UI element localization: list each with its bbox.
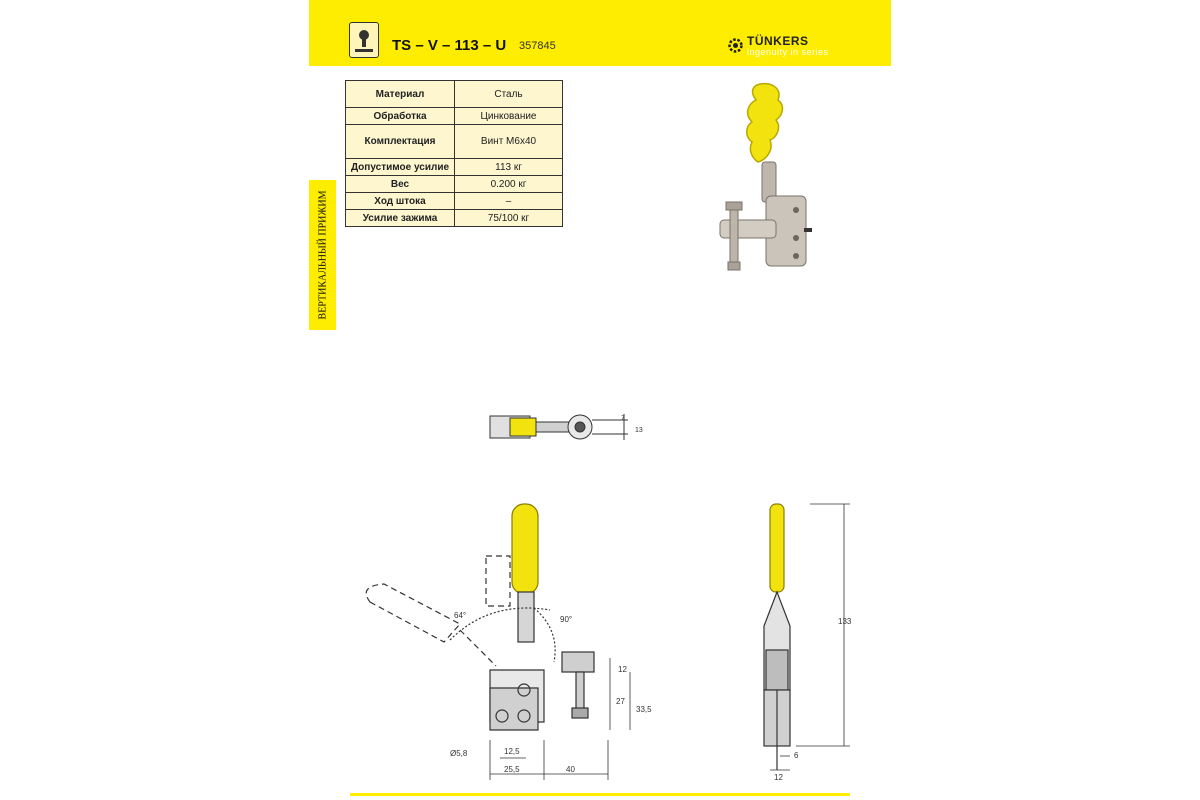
product-photo <box>700 78 820 278</box>
hole-diameter-label: Ø5,8 <box>450 749 468 758</box>
spec-key: Материал <box>346 81 455 108</box>
spec-key: Ход штока <box>346 193 455 210</box>
dimension-label: 33,5 <box>636 705 652 714</box>
angle-label: 64° <box>454 611 467 620</box>
table-row <box>346 81 563 108</box>
product-title: TS – V – 113 – U <box>392 37 507 54</box>
spec-value: 75/100 кг <box>455 210 563 227</box>
category-side-tab <box>309 180 336 330</box>
dimension-label: 12,5 <box>504 747 520 756</box>
angle-label: 90° <box>560 615 573 624</box>
spec-value: 113 кг <box>455 159 563 176</box>
drawing-front-view <box>340 490 670 790</box>
spec-value: Цинкование <box>455 108 563 125</box>
drawing-top-view <box>480 402 660 458</box>
category-label: ВЕРТИКАЛЬНЫЙ ПРИЖИМ <box>317 190 328 320</box>
company-logo-icon <box>349 22 379 58</box>
spec-key: Комплектация <box>346 125 455 159</box>
spec-key: Вес <box>346 176 455 193</box>
table-row <box>346 193 563 210</box>
table-row <box>346 176 563 193</box>
dimension-label: 6 <box>794 751 799 760</box>
spec-key: Обработка <box>346 108 455 125</box>
product-code: 357845 <box>519 40 556 52</box>
spec-value: 0.200 кг <box>455 176 563 193</box>
drawing-side-view <box>740 490 870 790</box>
table-row <box>346 125 563 159</box>
brand-logo <box>727 35 847 59</box>
spec-value: Сталь <box>455 81 563 108</box>
dimension-label: 25,5 <box>504 765 520 774</box>
spec-key: Допустимое усилие <box>346 159 455 176</box>
table-row <box>346 108 563 125</box>
dimension-label: 12 <box>618 665 627 674</box>
spec-value: Винт М6х40 <box>455 125 563 159</box>
dimension-label: 40 <box>566 765 575 774</box>
spec-value: – <box>455 193 563 210</box>
table-row <box>346 159 563 176</box>
spec-key: Усилие зажима <box>346 210 455 227</box>
dimension-label: 27 <box>616 697 625 706</box>
brand-name: TÜNKERS <box>747 34 809 48</box>
brand-tagline: ingenuity in series <box>747 47 829 57</box>
specs-table <box>345 80 563 227</box>
gear-icon <box>727 37 744 54</box>
dimension-label: 13 <box>635 427 643 434</box>
table-row <box>346 210 563 227</box>
dimension-label: 133 <box>838 617 852 626</box>
header-bar <box>309 0 891 66</box>
clamp-handle-grip <box>747 84 783 162</box>
clamp-body <box>720 162 812 270</box>
footer-divider <box>350 793 850 796</box>
dimension-label: 7 <box>621 415 625 422</box>
dimension-label: 12 <box>774 773 783 782</box>
